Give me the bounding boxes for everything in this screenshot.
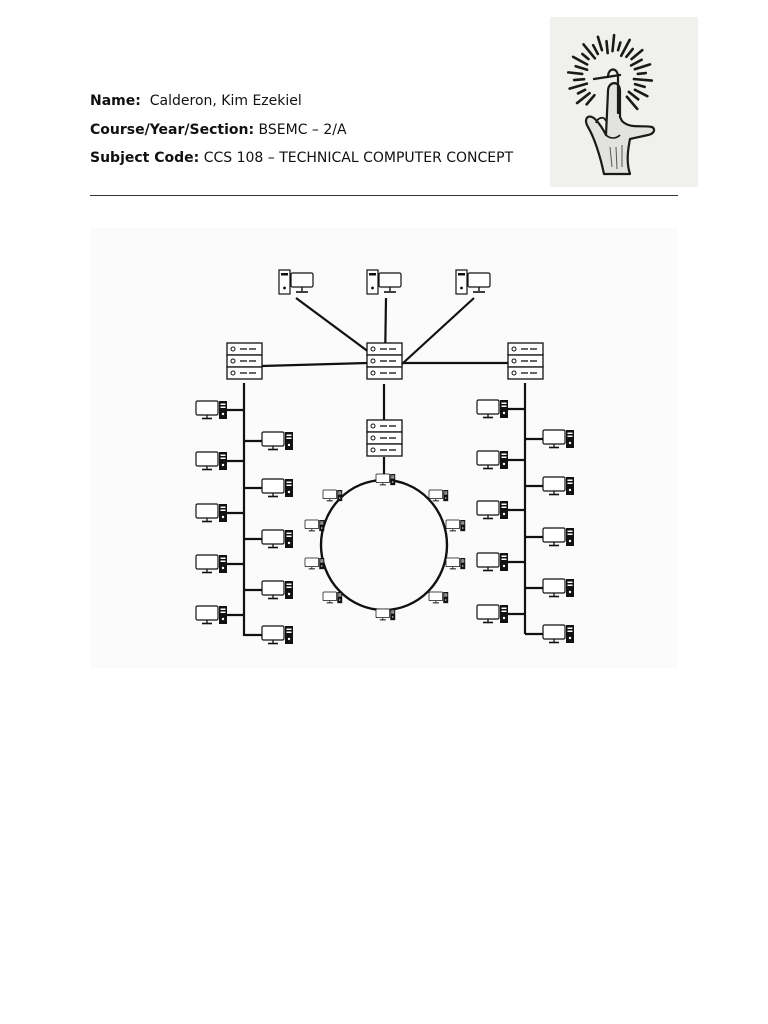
header-divider: [90, 195, 678, 196]
top-workstation-2: [367, 270, 401, 294]
ring-pc-2: [323, 490, 342, 501]
name-label: Name:: [90, 93, 141, 109]
central-hub-server: [367, 343, 402, 379]
ring-pc-1: [376, 474, 395, 485]
right-bus-server: [508, 343, 543, 379]
ring-pc-9: [429, 592, 448, 603]
right-bus-pc-a3: [477, 501, 508, 519]
right-bus-pc-b2: [543, 477, 574, 495]
left-bus-pc-a1: [196, 401, 227, 419]
right-bus-pc-b5: [543, 625, 574, 643]
top-workstation-1: [279, 270, 313, 294]
right-bus-pc-a4: [477, 553, 508, 571]
left-bus-pc-a4: [196, 555, 227, 573]
subject-line: [90, 147, 513, 176]
left-bus-pc-a5: [196, 606, 227, 624]
ring-gateway-server: [367, 420, 402, 456]
right-bus-pc-a2: [477, 451, 508, 469]
left-bus-pc-b5: [262, 626, 293, 644]
left-bus-pc-b2: [262, 479, 293, 497]
student-info: [90, 90, 513, 176]
network-cable: [402, 298, 474, 364]
ring-pc-8: [323, 592, 342, 603]
left-bus-pc-b1: [262, 432, 293, 450]
course-label: Course/Year/Section:: [90, 121, 255, 138]
top-workstation-3: [456, 270, 490, 294]
hand-fingers-crossed-icon: [550, 17, 698, 187]
subject-label: Subject Code:: [90, 150, 200, 166]
name-line: [90, 90, 513, 119]
right-bus-pc-b4: [543, 579, 574, 597]
ring-pc-5: [446, 520, 465, 531]
ring-pc-6: [305, 558, 324, 569]
left-bus-pc-b4: [262, 581, 293, 599]
right-bus-pc-b3: [543, 528, 574, 546]
network-topology-diagram: [90, 228, 678, 668]
right-bus-pc-a5: [477, 605, 508, 623]
ring-pc-7: [446, 558, 465, 569]
course-value: BSEMC – 2/A: [258, 121, 347, 138]
left-bus-pc-b3: [262, 530, 293, 548]
network-cable: [262, 363, 367, 366]
left-bus-pc-a3: [196, 504, 227, 522]
right-bus-pc-a1: [477, 400, 508, 418]
left-bus-pc-a2: [196, 452, 227, 470]
ring-pc-10: [376, 609, 395, 620]
left-bus-server: [227, 343, 262, 379]
ring-pc-4: [305, 520, 324, 531]
course-line: [90, 119, 513, 148]
ring-pc-3: [429, 490, 448, 501]
subject-value: CCS 108 – TECHNICAL COMPUTER CONCEPT: [203, 150, 514, 166]
right-bus-pc-b1: [543, 430, 574, 448]
name-value: Calderon, Kim Ezekiel: [149, 93, 302, 109]
